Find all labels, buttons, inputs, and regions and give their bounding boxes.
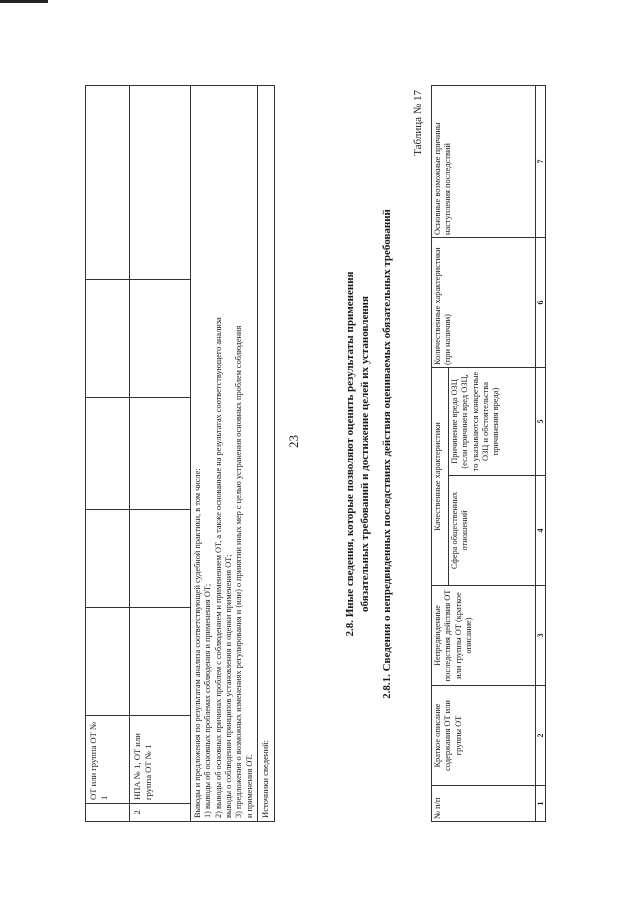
- sources-row: [258, 86, 275, 822]
- empty-cell: [86, 86, 130, 280]
- row-number-cell: [86, 804, 130, 822]
- unforeseen-consequences-table: [431, 85, 546, 822]
- conclusions-line: выводы о соблюдении принципов установления и оценки применения ОТ;: [224, 554, 234, 818]
- empty-cell: [86, 608, 130, 716]
- empty-cell: [130, 608, 191, 716]
- section-2-8-heading: [343, 86, 374, 822]
- empty-cell: [130, 510, 191, 608]
- scan-edge-mark: [0, 0, 48, 3]
- table-row: [86, 86, 130, 822]
- header-qualitative: Качественные характеристики: [432, 367, 449, 585]
- column-number-row: [536, 85, 546, 821]
- header-quantitative: Количественные характеристики (при наличии): [432, 237, 536, 367]
- header-summary: Краткое описание содержания ОТ или группы ОТ: [432, 686, 536, 786]
- heading-line: 2.8. Иные сведения, которые позволяют оценить результаты применения: [344, 271, 356, 637]
- column-number: 5: [536, 367, 546, 475]
- heading-line: обязательных требований и достижение целей их установления: [359, 296, 372, 612]
- conclusions-line: и применения ОТ.: [244, 754, 254, 818]
- column-number: 2: [536, 686, 546, 786]
- header-reasons: Основные возможные причины наступления последствий: [432, 85, 536, 237]
- empty-cell: [130, 280, 191, 398]
- conclusions-cell: [191, 86, 258, 822]
- table-17-label: Таблица № 17: [412, 90, 424, 156]
- conclusions-row: [191, 86, 258, 822]
- row-number-cell: 2: [130, 804, 191, 822]
- rotated-page-content: [85, 86, 625, 822]
- column-number: 6: [536, 237, 546, 367]
- empty-cell: [86, 510, 130, 608]
- empty-cell: [130, 398, 191, 510]
- header-consequences: Непредвиденные последствия действия ОТ или группы ОТ (краткое описание): [432, 586, 536, 686]
- section-2-8-1-heading: 2.8.1. Сведения о непредвиденных последствиях действия оцениваемых обязательных требований: [381, 209, 393, 699]
- header-num: № п/п: [432, 786, 536, 822]
- empty-cell: [86, 398, 130, 510]
- empty-cell: [86, 280, 130, 398]
- upper-table-continuation: [85, 85, 275, 822]
- page-number: 23: [286, 435, 301, 448]
- table-header-row: [432, 85, 449, 821]
- header-harm: Причинение вреда ОЗЦ (если причинен вред ОЗЦ, то указываются конкретные ОЗЦ и обстоятельства причинения вреда): [449, 367, 536, 475]
- table-row: [130, 86, 191, 822]
- column-number: 1: [536, 786, 546, 822]
- column-number: 7: [536, 85, 546, 237]
- requirement-cell: НПА № 1, ОТ или группа ОТ № 1: [130, 716, 191, 804]
- requirement-cell: ОТ или группа ОТ № 1: [86, 716, 130, 804]
- header-sphere: Сфера общественных отношений: [449, 476, 536, 586]
- empty-cell: [130, 86, 191, 280]
- conclusions-line: 3) предложения о возможных изменениях регулирования и (или) о принятии иных мер с целью устранения основных проблем соблюдения: [234, 325, 244, 818]
- column-number: 4: [536, 476, 546, 586]
- conclusions-line: 2) выводы об основных причинах проблем с соблюдением и применением ОТ, а также основанные на результатах соответствующего анализа: [213, 317, 223, 818]
- column-number: 3: [536, 586, 546, 686]
- conclusions-line: 1) выводы об основных проблемах соблюдения и применения ОТ;: [203, 583, 213, 818]
- sources-cell: Источники сведений:: [258, 86, 275, 822]
- conclusions-line: Выводы и предложения по результатам анализа соответствующей судебной практики, в том числе:: [193, 468, 202, 818]
